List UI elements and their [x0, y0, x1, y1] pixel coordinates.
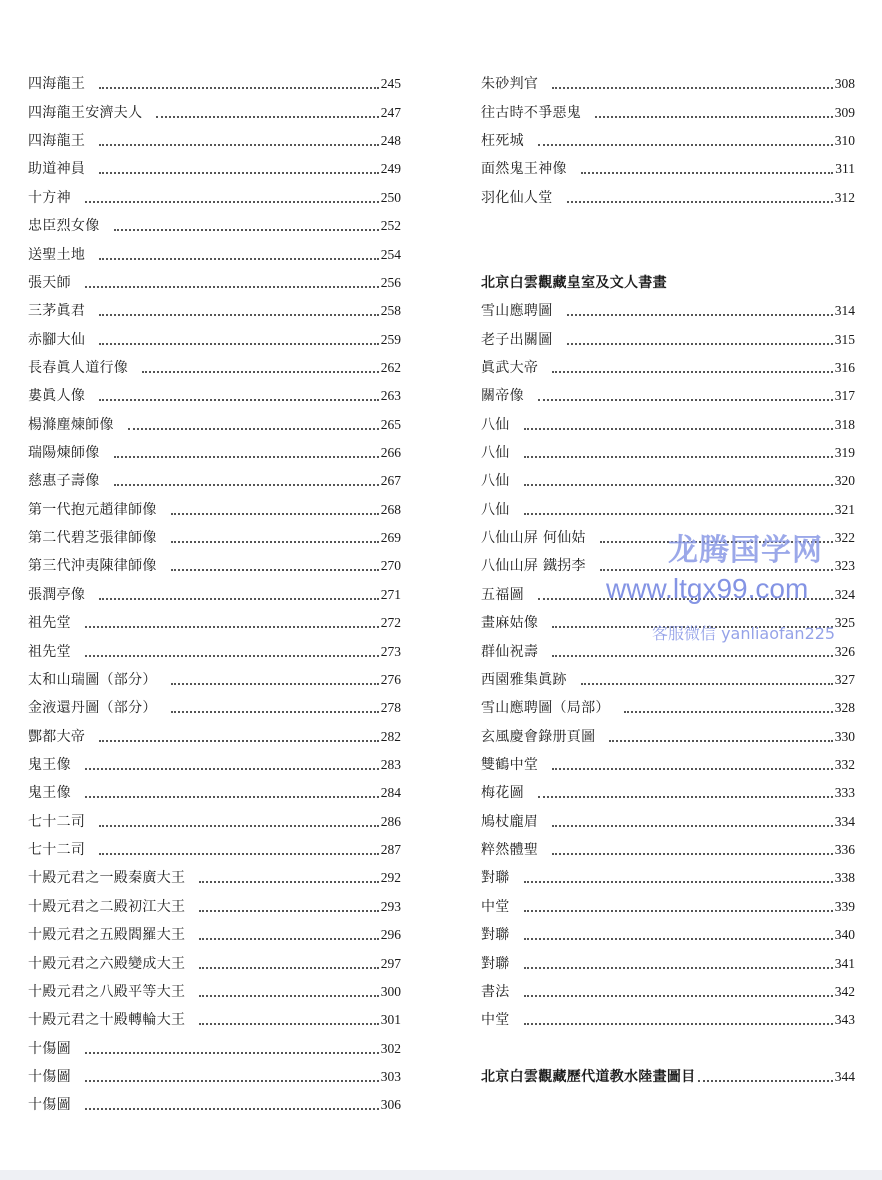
toc-entry-title: 金液還丹圖（部分） [28, 700, 157, 717]
toc-entry[interactable] [28, 666, 401, 694]
page-number: 300 [380, 983, 401, 999]
page-number: 308 [834, 76, 855, 92]
toc-entry[interactable] [481, 382, 855, 410]
page-number: 287 [380, 842, 401, 858]
leader-dots [567, 343, 833, 345]
page-number: 310 [834, 133, 855, 149]
toc-entry-title: 三茅眞君 [28, 303, 86, 320]
toc-entry[interactable] [28, 779, 401, 807]
toc-entry[interactable] [481, 694, 855, 722]
page-number: 333 [834, 785, 855, 801]
toc-entry[interactable] [28, 495, 401, 523]
toc-entry-title: 八仙山屏 鐵拐李 [481, 558, 586, 575]
leader-dots [99, 144, 379, 146]
page-number: 327 [834, 671, 855, 687]
leader-dots [524, 456, 833, 458]
section-spacer [481, 1034, 855, 1062]
section-spacer [481, 212, 855, 240]
leader-dots [552, 87, 833, 89]
leader-dots [524, 1023, 833, 1025]
leader-dots [114, 484, 379, 486]
leader-dots [581, 172, 833, 174]
toc-entry[interactable] [28, 552, 401, 580]
leader-dots [99, 258, 379, 260]
page-number: 326 [834, 643, 855, 659]
toc-entry[interactable] [481, 155, 855, 183]
toc-entry-title: 十殿元君之八殿平等大王 [28, 983, 186, 1000]
leader-dots [538, 144, 833, 146]
page-number: 278 [380, 700, 401, 716]
toc-entry-title: 中堂 [481, 898, 510, 915]
toc-entry[interactable] [28, 354, 401, 382]
page-number: 325 [834, 615, 855, 631]
toc-entry-title: 西園雅集眞跡 [481, 671, 567, 688]
leader-dots [85, 768, 379, 770]
toc-left-column [28, 70, 401, 1119]
leader-dots [171, 513, 379, 515]
leader-dots [142, 371, 379, 373]
page-number: 319 [834, 445, 855, 461]
toc-entry-title: 四海龍王安濟夫人 [28, 104, 143, 121]
toc-entry[interactable] [28, 751, 401, 779]
toc-entry[interactable] [28, 70, 401, 98]
toc-entry-title: 長春眞人道行像 [28, 359, 129, 376]
toc-entry-title: 十傷圖 [28, 1097, 71, 1114]
page-number: 301 [380, 1012, 401, 1028]
leader-dots [99, 87, 379, 89]
section-heading-entry[interactable] [481, 1063, 855, 1091]
page-number: 284 [380, 785, 401, 801]
toc-entry-title: 瑞陽煉師像 [28, 445, 100, 462]
toc-entry-title: 十殿元君之五殿閻羅大王 [28, 927, 186, 944]
toc-entry[interactable] [28, 637, 401, 665]
toc-entry-title: 十傷圖 [28, 1068, 71, 1085]
leader-dots [99, 314, 379, 316]
toc-entry-title: 八仙 [481, 473, 510, 490]
page-number: 245 [380, 76, 401, 92]
page-number: 259 [380, 331, 401, 347]
toc-entry-title: 梅花圖 [481, 785, 524, 802]
toc-entry[interactable] [481, 978, 855, 1006]
leader-dots [524, 995, 833, 997]
toc-entry-title: 粹然體聖 [481, 842, 539, 859]
toc-entry[interactable] [481, 183, 855, 211]
toc-entry[interactable] [481, 807, 855, 835]
toc-entry[interactable] [28, 98, 401, 126]
page-number: 270 [380, 558, 401, 574]
toc-entry[interactable] [28, 325, 401, 353]
leader-dots [524, 881, 833, 883]
toc-entry-title: 書法 [481, 983, 510, 1000]
page-number: 306 [380, 1097, 401, 1113]
page-number: 286 [380, 813, 401, 829]
toc-entry-title: 中堂 [481, 1012, 510, 1029]
toc-entry[interactable] [481, 751, 855, 779]
watermark-title: 龙腾国学网 [668, 533, 823, 568]
page-number: 320 [834, 473, 855, 489]
toc-entry[interactable] [28, 1063, 401, 1091]
leader-dots [99, 172, 379, 174]
toc-right-column [481, 70, 855, 1091]
toc-entry[interactable] [28, 836, 401, 864]
leader-dots [595, 116, 833, 118]
toc-entry[interactable] [481, 325, 855, 353]
page-number: 338 [834, 870, 855, 886]
toc-entry-title: 楊滌塵煉師像 [28, 416, 114, 433]
toc-entry-title: 助道神員 [28, 161, 86, 178]
page-number: 302 [380, 1040, 401, 1056]
page-number: 267 [380, 473, 401, 489]
toc-entry[interactable] [28, 240, 401, 268]
leader-dots [85, 1108, 379, 1110]
page-number: 265 [380, 416, 401, 432]
page-number: 247 [380, 104, 401, 120]
toc-entry-title: 七十二司 [28, 813, 86, 830]
section-heading-text: 北京白雲觀藏歷代道教水陸畫圖目 [481, 1068, 696, 1085]
toc-entry[interactable] [28, 410, 401, 438]
leader-dots [524, 513, 833, 515]
leader-dots [114, 229, 379, 231]
section-heading [481, 269, 855, 297]
toc-entry[interactable] [28, 1006, 401, 1034]
leader-dots [524, 910, 833, 912]
page-bottom-edge [0, 1170, 882, 1180]
page-number: 323 [834, 558, 855, 574]
toc-entry-title: 朱砂判官 [481, 76, 539, 93]
toc-entry[interactable] [481, 524, 855, 552]
page-number: 311 [835, 161, 855, 177]
page-number: 342 [834, 983, 855, 999]
toc-entry[interactable] [481, 722, 855, 750]
leader-dots [552, 655, 833, 657]
toc-entry-title: 眞武大帝 [481, 359, 539, 376]
page-number: 343 [834, 1012, 855, 1028]
leader-dots [199, 881, 378, 883]
toc-entry[interactable] [481, 410, 855, 438]
leader-dots [552, 626, 833, 628]
page-number: 283 [380, 756, 401, 772]
toc-entry-title: 慈惠子壽像 [28, 473, 100, 490]
toc-entry-title: 張天師 [28, 274, 71, 291]
leader-dots [99, 343, 379, 345]
toc-entry-title: 送聖土地 [28, 246, 86, 263]
toc-entry[interactable] [28, 722, 401, 750]
toc-entry-title: 對聯 [481, 927, 510, 944]
page-number: 256 [380, 274, 401, 290]
leader-dots [552, 371, 833, 373]
watermark-url: www.ltgx99.com [606, 573, 809, 604]
toc-entry[interactable] [481, 666, 855, 694]
page-number: 336 [834, 842, 855, 858]
leader-dots [171, 569, 379, 571]
section-spacer [481, 240, 855, 268]
leader-dots [171, 683, 379, 685]
toc-entry-title: 忠臣烈女像 [28, 218, 100, 235]
leader-dots [698, 1080, 833, 1082]
page-number: 317 [834, 388, 855, 404]
page-number: 303 [380, 1068, 401, 1084]
toc-entry-title: 祖先堂 [28, 615, 71, 632]
section-heading-text: 北京白雲觀藏皇室及文人書畫 [481, 274, 667, 291]
toc-entry[interactable] [481, 609, 855, 637]
toc-entry-title: 八仙 [481, 501, 510, 518]
toc-entry[interactable] [481, 580, 855, 608]
toc-entry[interactable] [481, 552, 855, 580]
toc-entry[interactable] [481, 127, 855, 155]
toc-entry-title: 婁眞人像 [28, 388, 86, 405]
leader-dots [199, 910, 378, 912]
toc-entry-title: 十殿元君之二殿初江大王 [28, 898, 186, 915]
toc-entry[interactable] [28, 978, 401, 1006]
page-number: 271 [380, 586, 401, 602]
leader-dots [552, 825, 833, 827]
toc-entry-title: 十傷圖 [28, 1040, 71, 1057]
leader-dots [156, 116, 378, 118]
toc-entry-title: 八仙山屏 何仙姑 [481, 530, 586, 547]
toc-entry[interactable] [481, 354, 855, 382]
toc-entry-title: 張潤亭像 [28, 586, 86, 603]
toc-entry-title: 七十二司 [28, 842, 86, 859]
toc-entry-title: 鬼王像 [28, 756, 71, 773]
toc-entry-title: 雪山應聘圖（局部） [481, 700, 610, 717]
leader-dots [171, 541, 379, 543]
leader-dots [581, 683, 833, 685]
toc-entry[interactable] [481, 892, 855, 920]
leader-dots [128, 428, 379, 430]
toc-entry-title: 往古時不爭惡鬼 [481, 104, 582, 121]
toc-entry[interactable] [28, 382, 401, 410]
leader-dots [85, 626, 379, 628]
page-number: 292 [380, 870, 401, 886]
toc-entry-title: 酆都大帝 [28, 728, 86, 745]
page-number: 269 [380, 530, 401, 546]
leader-dots [624, 711, 833, 713]
page-number: 316 [834, 359, 855, 375]
toc-entry-title: 太和山瑞圖（部分） [28, 671, 157, 688]
toc-entry[interactable] [28, 921, 401, 949]
page-number: 339 [834, 898, 855, 914]
leader-dots [600, 569, 833, 571]
page-number: 322 [834, 530, 855, 546]
leader-dots [99, 825, 379, 827]
leader-dots [524, 967, 833, 969]
toc-entry-title: 鳩杖龐眉 [481, 813, 539, 830]
leader-dots [85, 655, 379, 657]
toc-entry[interactable] [28, 864, 401, 892]
toc-entry[interactable] [481, 949, 855, 977]
leader-dots [524, 938, 833, 940]
leader-dots [567, 314, 833, 316]
leader-dots [85, 201, 379, 203]
toc-entry[interactable] [28, 949, 401, 977]
toc-entry-title: 赤腳大仙 [28, 331, 86, 348]
leader-dots [199, 967, 378, 969]
leader-dots [99, 598, 379, 600]
leader-dots [85, 286, 379, 288]
leader-dots [199, 938, 378, 940]
toc-entry-title: 羽化仙人堂 [481, 189, 553, 206]
toc-entry-title: 老子出關圖 [481, 331, 553, 348]
page-number: 258 [380, 303, 401, 319]
leader-dots [552, 768, 833, 770]
leader-dots [567, 201, 833, 203]
leader-dots [524, 428, 833, 430]
toc-entry[interactable] [28, 609, 401, 637]
page-number: 318 [834, 416, 855, 432]
toc-entry[interactable] [28, 269, 401, 297]
page-number: 273 [380, 643, 401, 659]
toc-entry[interactable] [28, 694, 401, 722]
toc-entry-title: 對聯 [481, 870, 510, 887]
page-number: 272 [380, 615, 401, 631]
page-number: 254 [380, 246, 401, 262]
toc-entry[interactable] [28, 807, 401, 835]
leader-dots [538, 399, 833, 401]
page-number: 321 [834, 501, 855, 517]
toc-entry-title: 五福圖 [481, 586, 524, 603]
toc-entry[interactable] [28, 297, 401, 325]
page-number: 282 [380, 728, 401, 744]
toc-entry[interactable] [28, 467, 401, 495]
leader-dots [99, 853, 379, 855]
toc-entry[interactable] [481, 70, 855, 98]
page-number: 309 [834, 104, 855, 120]
toc-entry[interactable] [481, 297, 855, 325]
page-number: 328 [834, 700, 855, 716]
toc-entry[interactable] [481, 921, 855, 949]
toc-entry[interactable] [28, 1034, 401, 1062]
leader-dots [85, 1080, 379, 1082]
page-number: 262 [380, 359, 401, 375]
page-number: 250 [380, 189, 401, 205]
toc-entry[interactable] [28, 892, 401, 920]
toc-entry[interactable] [481, 98, 855, 126]
toc-entry[interactable] [28, 127, 401, 155]
toc-entry-title: 八仙 [481, 445, 510, 462]
page-number: 315 [834, 331, 855, 347]
toc-entry-title: 對聯 [481, 955, 510, 972]
toc-entry-title: 玄風慶會錄册頁圖 [481, 728, 596, 745]
toc-entry[interactable] [28, 212, 401, 240]
toc-entry[interactable] [481, 637, 855, 665]
toc-entry[interactable] [481, 864, 855, 892]
toc-entry[interactable] [28, 1091, 401, 1119]
page-number: 324 [834, 586, 855, 602]
leader-dots [538, 796, 833, 798]
toc-entry-title: 鬼王像 [28, 785, 71, 802]
toc-entry[interactable] [28, 439, 401, 467]
toc-entry-title: 四海龍王 [28, 133, 86, 150]
toc-entry-title: 雙鶴中堂 [481, 756, 539, 773]
toc-entry-title: 祖先堂 [28, 643, 71, 660]
leader-dots [538, 598, 833, 600]
page-number: 248 [380, 133, 401, 149]
page-number: 344 [834, 1068, 855, 1084]
toc-entry-title: 第三代沖夷陳律師像 [28, 558, 157, 575]
toc-entry-title: 枉死城 [481, 133, 524, 150]
leader-dots [199, 1023, 378, 1025]
page-number: 334 [834, 813, 855, 829]
page-number: 312 [834, 189, 855, 205]
toc-entry[interactable] [28, 524, 401, 552]
page-number: 252 [380, 218, 401, 234]
toc-entry[interactable] [481, 836, 855, 864]
page-number: 314 [834, 303, 855, 319]
page-number: 266 [380, 445, 401, 461]
toc-entry[interactable] [481, 467, 855, 495]
page-number: 296 [380, 927, 401, 943]
toc-entry[interactable] [481, 439, 855, 467]
page-number: 276 [380, 671, 401, 687]
toc-entry-title: 八仙 [481, 416, 510, 433]
toc-entry[interactable] [481, 779, 855, 807]
toc-entry[interactable] [481, 495, 855, 523]
toc-entry[interactable] [28, 580, 401, 608]
page-number: 293 [380, 898, 401, 914]
toc-entry[interactable] [28, 155, 401, 183]
page-number: 341 [834, 955, 855, 971]
leader-dots [85, 796, 379, 798]
toc-entry-title: 十殿元君之十殿轉輪大王 [28, 1012, 186, 1029]
toc-entry-title: 十殿元君之一殿秦廣大王 [28, 870, 186, 887]
leader-dots [99, 740, 379, 742]
leader-dots [85, 1052, 379, 1054]
leader-dots [609, 740, 832, 742]
page-number: 340 [834, 927, 855, 943]
toc-entry[interactable] [481, 1006, 855, 1034]
toc-entry-title: 面然鬼王神像 [481, 161, 567, 178]
page-number: 263 [380, 388, 401, 404]
leader-dots [99, 399, 379, 401]
leader-dots [114, 456, 379, 458]
toc-entry-title: 十方神 [28, 189, 71, 206]
leader-dots [524, 484, 833, 486]
page-number: 332 [834, 756, 855, 772]
toc-entry-title: 四海龍王 [28, 76, 86, 93]
leader-dots [600, 541, 833, 543]
toc-entry-title: 第二代碧芝張律師像 [28, 530, 157, 547]
leader-dots [199, 995, 378, 997]
page-number: 249 [380, 161, 401, 177]
toc-entry-title: 雪山應聘圖 [481, 303, 553, 320]
toc-entry-title: 畫麻姑像 [481, 615, 539, 632]
leader-dots [171, 711, 379, 713]
page-number: 297 [380, 955, 401, 971]
toc-entry[interactable] [28, 183, 401, 211]
page-number: 268 [380, 501, 401, 517]
toc-entry-title: 關帝像 [481, 388, 524, 405]
toc-entry-title: 十殿元君之六殿變成大王 [28, 955, 186, 972]
toc-entry-title: 第一代抱元趙律師像 [28, 501, 157, 518]
page-number: 330 [834, 728, 855, 744]
watermark-contact: 客服微信 yanliaofan225 [652, 624, 836, 643]
toc-entry-title: 群仙祝壽 [481, 643, 539, 660]
leader-dots [552, 853, 833, 855]
